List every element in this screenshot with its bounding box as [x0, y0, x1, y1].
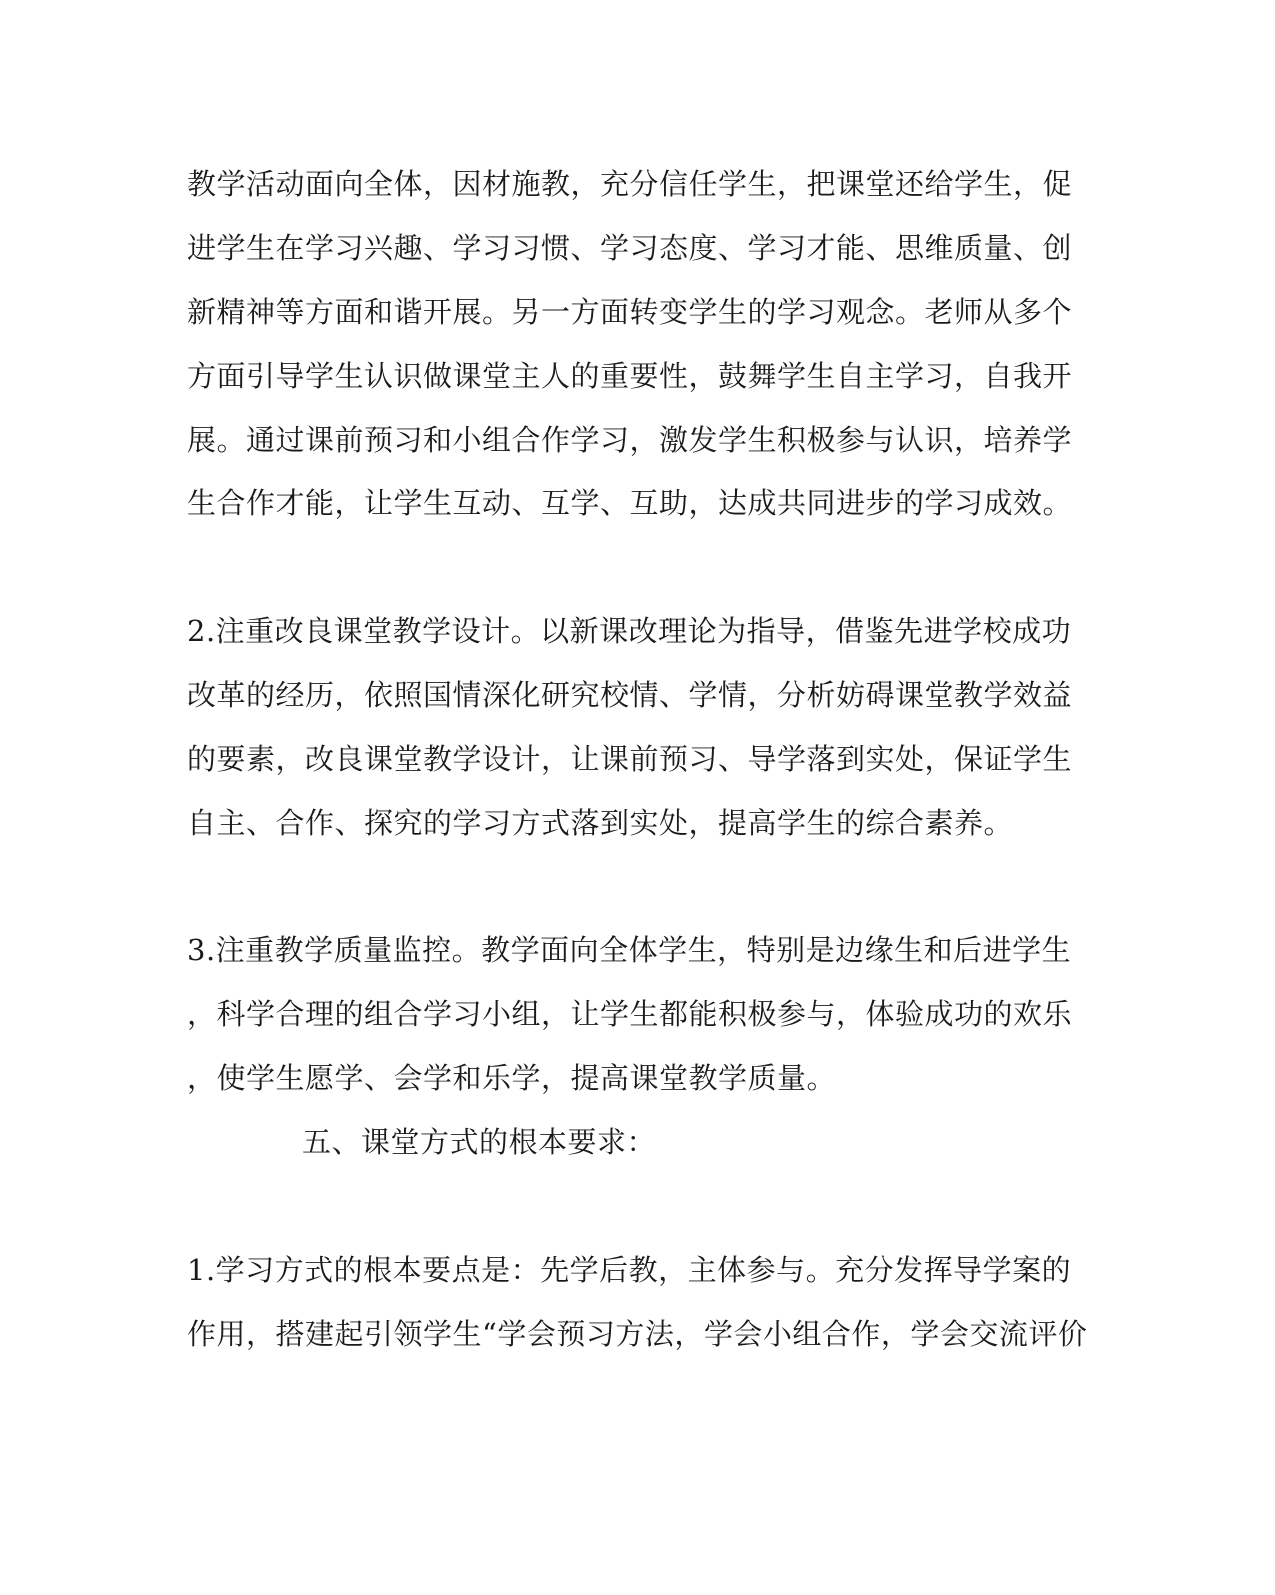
text-line: 进学生在学习兴趣、学习习惯、学习态度、学习才能、思维质量、创 — [187, 231, 1073, 265]
section-heading: 五、课堂方式的根本要求： — [302, 1125, 657, 1159]
text-line: 改革的经历，依照国情深化研究校情、学情，分析妨碍课堂教学效益 — [187, 678, 1073, 712]
text-line: 3.注重教学质量监控。教学面向全体学生，特别是边缘生和后进学生 — [187, 933, 1072, 967]
text-line: ，使学生愿学、会学和乐学，提高课堂教学质量。 — [187, 1061, 837, 1095]
text-line: ，科学合理的组合学习小组，让学生都能积极参与，体验成功的欢乐 — [187, 997, 1073, 1031]
text-line: 1.学习方式的根本要点是：先学后教，主体参与。充分发挥导学案的 — [187, 1253, 1072, 1287]
text-line: 生合作才能，让学生互动、互学、互助，达成共同进步的学习成效。 — [187, 486, 1073, 520]
text-line: 作用，搭建起引领学生“学会预习方法，学会小组合作，学会交流评价 — [187, 1317, 1088, 1351]
text-line: 展。通过课前预习和小组合作学习，激发学生积极参与认识，培养学 — [187, 423, 1073, 457]
text-line: 自主、合作、探究的学习方式落到实处，提高学生的综合素养。 — [187, 806, 1014, 840]
text-line: 教学活动面向全体，因材施教，充分信任学生，把课堂还给学生，促 — [187, 167, 1073, 201]
text-line: 新精神等方面和谐开展。另一方面转变学生的学习观念。老师从多个 — [187, 295, 1073, 329]
text-line: 方面引导学生认识做课堂主人的重要性，鼓舞学生自主学习，自我开 — [187, 359, 1073, 393]
text-line: 的要素，改良课堂教学设计，让课前预习、导学落到实处，保证学生 — [187, 742, 1073, 776]
text-line: 2.注重改良课堂教学设计。以新课改理论为指导，借鉴先进学校成功 — [187, 614, 1072, 648]
